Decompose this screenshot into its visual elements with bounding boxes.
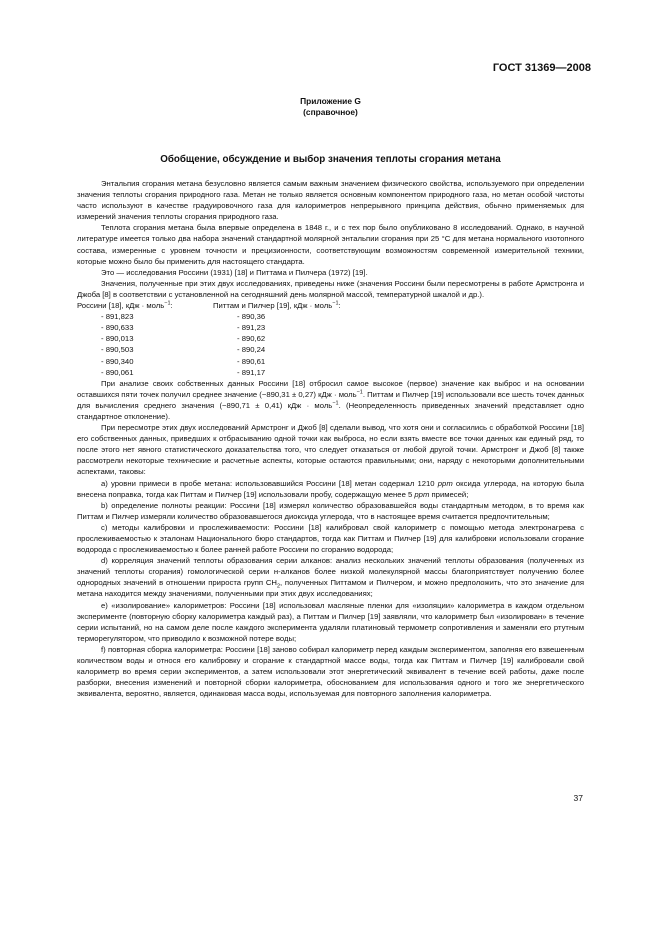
list-item: d) корреляция значений теплоты образования серии алканов: анализ нескольких значений теплоты образования (полученных из значений теплоты сгорания) гомологической серии н-алканов более низкой молекулярной массы благоприятствует получению более однородных значений в отношении прироста групп $CH_2$, полученных Питтамом и Пилчером, и можно предположить, что это значение для метана находится между значениями, полученными при этих двух исследованиях; — [77, 556, 585, 599]
table-row: - 891,823 - 890,36 — [101, 312, 266, 322]
section-title: Обобщение, обсуждение и выбор значения теплоты сгорания метана — [160, 154, 501, 165]
table-row: - 890,340 - 890,61 — [101, 356, 266, 366]
list-item: b) определение полноты реакции: Россини [18] измерял количество образовавшейся воды стандартным методом, в то время как Питтам и Пилчер измеряли количество образовавшегося диоксида углерода, что в настоящее время считается предпочтительным; — [77, 500, 584, 521]
table-row: - 890,633 - 891,23 — [101, 323, 266, 333]
paragraph: Значения, полученные при этих двух исследованиях, приведены ниже (значения Россини были пересмотрены в работе Армстронга и Джоба [8] в соответствии с установленной на сегодняшний день молярной массой, температурной шкалой и др.). — [77, 278, 584, 299]
standard-number: ГОСТ 31369—2008 — [492, 62, 591, 74]
page-number: 37 — [573, 793, 583, 803]
values-header — [77, 300, 584, 311]
table-row: - 890,061 - 891,17 — [101, 367, 266, 377]
paragraph: Это — исследования Россини (1931) [18] и Питтама и Пилчера (1972) [19]. — [101, 267, 368, 277]
paragraph: При пересмотре этих двух исследований Армстронг и Джоб [8] сделали вывод, что хотя они и согласились с обработкой Россини [18] его собственных данных, приведших к отбрасыванию одной точки как выброса, но если взять вместе все точки данных как единый ряд, то после этого нет явного статистического доказательства того, что следует отказаться от любой другой точки. Армстронг и Джоб [8] также рассмотрели некоторые технические и расчетные аспекты, которые остаются правильными; они, наряду с некоторыми дополнительными аспектами, таковы: — [77, 423, 584, 477]
paragraph: При анализе своих собственных данных Россини [18] отбросил самое высокое (первое) значение как выброс и на основании оставшихся пяти точек получил среднее значение (−890,31 ± 0,27) кДж · моль$^{-1}$. Питтам и Пилчер [19] использовали все шесть точек данных для вычисления среднего значения (−890,71 ± 0,41) кДж · моль$^{-1}$. (Неопределенность приведенных значений представляет одно стандартное отклонение). — [77, 378, 585, 421]
pittam-header: Питтам и Пилчер [19], кДж · моль$^{-1}$: — [213, 300, 341, 311]
paragraph: Энтальпия сгорания метана безусловно является самым важным значением физического свойства, используемого при определении значения теплоты сгорания природного газа. Метан не только является основным компонентом природного газа, но метан особой чистоты часто используют в качестве градуировочного газа для калориметров непрерывного принципа действия, обычно применяемых для измерений значения теплоты сгорания природного газа. — [77, 179, 584, 222]
list-item: f) повторная сборка калориметра: Россини [18] заново собирал калориметр перед каждым экспериментом, заполняя его взвешенным количеством воды и относя его калибровку и сгорание к стандартной массе воды, тогда как Питтам и Пилчер [19] калибровали свой калориметр во время серии экспериментов, а затем использовали этот энергетический эквивалент в течение всей работы, даже после разборки, внесения изменений и повторной сборки калориметра, обоснованием для использования одного и того же энергетического эквивалента, вероятно, является, одинаковая масса воды, используемая для повторного заполнения калориметра. — [77, 644, 584, 699]
rossini-header: Россини [18], кДж · моль$^{-1}$: — [77, 300, 173, 311]
document-body — [77, 178, 584, 699]
list-item: a) уровни примеси в пробе метана: использовавшийся Россини [18] метан содержал 1210 ppm оксида углерода, на которую была внесена поправка, тогда как Питтам и Пилчер [19] использовали пробу, содержащую менее 5 ppm примесей; — [77, 478, 584, 499]
paragraph: Теплота сгорания метана была впервые определена в 1848 г., и с тех пор было опубликовано 8 исследований. Однако, в научной литературе имеется только два набора значений стандартной молярной энтальпии сгорания при 25 °С для метана нормального изотопного состава, измеренные с уровнем точности и прецизионности, соответствующим возможностям современной измерительной техники, которые можно было бы применить для настоящего стандарта. — [77, 223, 584, 266]
table-row: - 890,013 - 890,62 — [101, 334, 266, 344]
values-table — [77, 311, 584, 378]
table-row: - 890,503 - 890,24 — [101, 345, 266, 355]
list-item: e) «изолирование» калориметров: Россини [18] использовал масляные пленки для «изоляции» калориметра в каждом отдельном эксперименте (повторную сборку калориметра каждый раз), а Питтам и Пилчер [19] заявляли, что калориметр был «изолирован» в течение серии испытаний, но на самом деле после каждого эксперимента удаляли платиновый термометр сопротивления и заменяли его ртутным терморегулятором, что приводило к возможной потере воды; — [77, 600, 584, 643]
appendix-label: Приложение G — [300, 96, 361, 106]
list-item: c) методы калибровки и прослеживаемости: Россини [18] калибровал свой калориметр с помощью метода электронагрева с прослеживаемостью к эталонам Национального бюро стандартов, тогда как Питтам и Пилчер [19] для калибровки использовали сгорание водорода с прослеживаемостью к более ранней работе Россини по сгоранию водорода; — [77, 522, 584, 555]
appendix-type: (справочное) — [303, 107, 358, 117]
